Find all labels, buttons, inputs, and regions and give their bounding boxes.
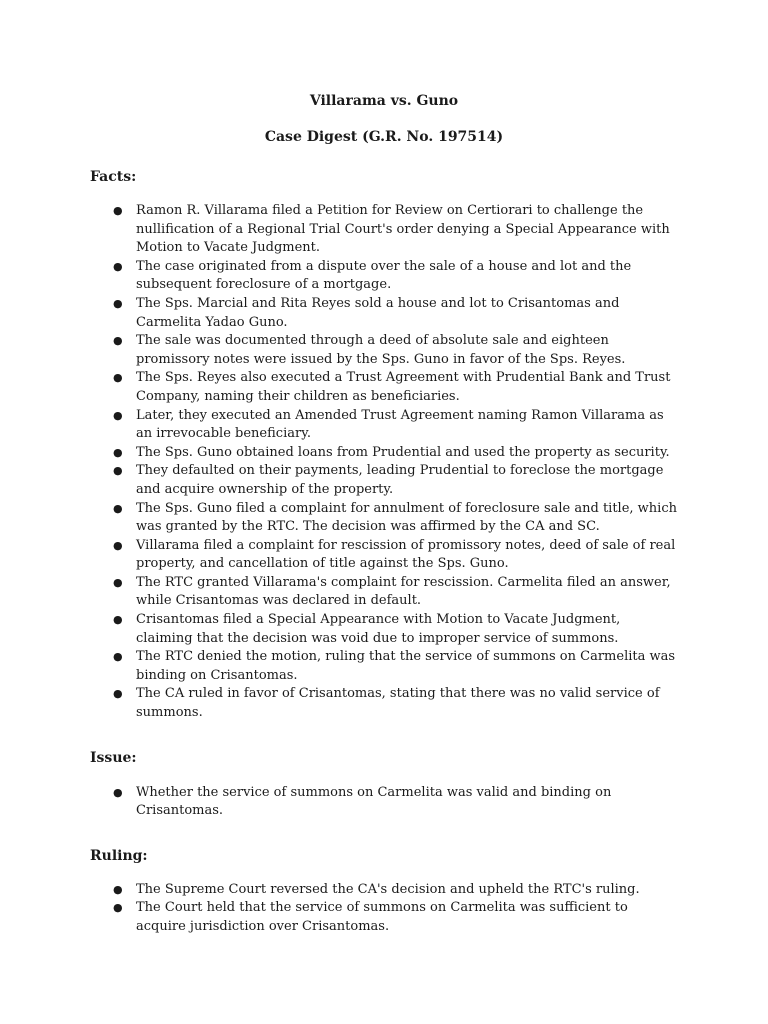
bullet-icon: ●: [113, 259, 123, 273]
list-item: [113, 462, 678, 499]
list-item: [113, 500, 678, 537]
list-item-text: The Supreme Court reversed the CA's decision and upheld the RTC's ruling.: [136, 881, 640, 897]
list-item-text: They defaulted on their payments, leading Prudential to foreclose the mortgage and acquire ownership of the property.: [136, 463, 664, 497]
list-item-text: The Sps. Marcial and Rita Reyes sold a house and lot to Crisantomas and Carmelita Yadao Guno.: [136, 295, 620, 330]
bullet-icon: ●: [113, 882, 123, 896]
facts-list: [90, 202, 678, 723]
bullet-icon: ●: [113, 613, 123, 627]
ruling-list: [90, 881, 678, 937]
list-item-text: The Sps. Reyes also executed a Trust Agreement with Prudential Bank and Trust Company, naming their children as beneficiaries.: [136, 370, 671, 404]
list-item: [113, 574, 678, 611]
list-item-text: Ramon R. Villarama filed a Petition for Review on Certiorari to challenge the nullification of a Regional Trial Court's order denying a Special Appearance with Motion to Vacate Judgment.: [136, 203, 670, 256]
bullet-icon: ●: [113, 501, 123, 515]
list-item-text: Later, they executed an Amended Trust Agreement naming Ramon Villarama as an irrevocable beneficiary.: [136, 407, 664, 442]
bullet-icon: ●: [113, 901, 123, 915]
list-item-text: Crisantomas filed a Special Appearance with Motion to Vacate Judgment, claiming that the decision was void due to improper service of summons.: [136, 612, 621, 646]
list-item-text: The RTC denied the motion, ruling that the service of summons on Carmelita was binding on Crisantomas.: [136, 649, 676, 683]
bullet-icon: ●: [113, 464, 123, 478]
list-item-text: The Sps. Guno obtained loans from Prudential and used the property as security.: [136, 444, 670, 460]
bullet-icon: ●: [113, 785, 123, 799]
list-item-text: Villarama filed a complaint for rescission of promissory notes, deed of sale of real property, and cancellation of title against the Sps. Guno.: [136, 537, 676, 572]
bullet-icon: ●: [113, 575, 123, 589]
list-item-text: The RTC granted Villarama's complaint for rescission. Carmelita filed an answer, while Crisantomas was declared in default.: [136, 574, 671, 609]
list-item: [113, 784, 678, 821]
list-item-text: The Sps. Guno filed a complaint for annulment of foreclosure sale and title, which was granted by the RTC. The decision was affirmed by the CA and SC.: [136, 500, 677, 535]
document-subtitle: Case Digest (G.R. No. 197514): [264, 129, 504, 145]
bullet-icon: ●: [113, 650, 123, 664]
bullet-icon: ●: [113, 445, 123, 459]
list-item: [113, 537, 678, 574]
issue-list: [90, 784, 678, 821]
list-item: [113, 295, 678, 332]
bullet-icon: ●: [113, 538, 123, 552]
facts-heading: Facts:: [90, 169, 137, 185]
list-item: [113, 611, 678, 648]
list-item-text: The Court held that the service of summons on Carmelita was sufficient to acquire jurisdiction over Crisantomas.: [136, 900, 628, 934]
bullet-icon: ●: [113, 334, 123, 348]
document-title: Villarama vs. Guno: [309, 93, 459, 109]
list-item: [113, 407, 678, 444]
list-item-text: The sale was documented through a deed of absolute sale and eighteen promissory notes were issued by the Sps. Guno in favor of the Sps. Reyes.: [136, 333, 626, 367]
bullet-icon: ●: [113, 687, 123, 701]
list-item-text: Whether the service of summons on Carmelita was valid and binding on Crisantomas.: [136, 784, 612, 819]
ruling-heading: Ruling:: [90, 847, 148, 864]
list-item-text: The CA ruled in favor of Crisantomas, stating that there was no valid service of summons.: [136, 686, 660, 721]
list-item: [113, 332, 678, 369]
list-item: [113, 648, 678, 685]
list-item: [113, 685, 678, 722]
list-item: [113, 369, 678, 406]
list-item: [113, 444, 678, 463]
bullet-icon: ●: [113, 371, 123, 385]
list-item: [113, 899, 678, 936]
bullet-icon: ●: [113, 204, 123, 217]
list-item: [113, 258, 678, 295]
list-item: [113, 881, 678, 900]
list-item-text: The case originated from a dispute over the sale of a house and lot and the subsequent foreclosure of a mortgage.: [136, 258, 632, 293]
issue-heading: Issue:: [90, 749, 137, 766]
bullet-icon: ●: [113, 408, 123, 422]
list-item: [113, 202, 678, 258]
bullet-icon: ●: [113, 296, 123, 310]
